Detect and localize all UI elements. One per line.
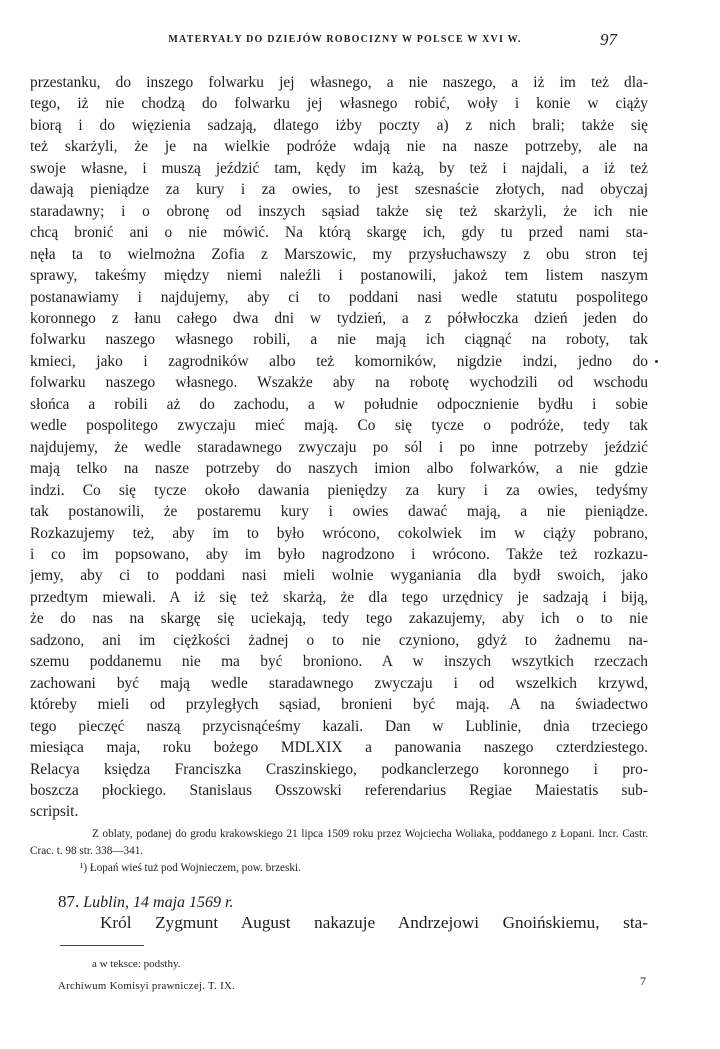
body-line: postanawiamy i najdujemy, aby ci to poddani nasi wedle statutu pospolitego [30,288,648,306]
body-line: koronnego z łanu całego dwa dni w tydzień, a z półwłoczka dzień jeden do [30,309,648,327]
page-number: 97 [600,30,617,49]
body-line: dawają pieniądze za kury i za owies, to jest szesnaście złotych, nad obyczaj [30,181,648,199]
body-line: boszcza płockiego. Stanislaus Osszowski referendarius Regiae Maiestatis sub- [30,781,648,799]
body-line: miesiąca maja, roku bożego MDLXIX a panowania naszego czterdziestego. [30,739,648,757]
footnote-1: ¹) Łopań wieś tuż pod Wojnieczem, pow. brzeski. [80,862,301,874]
footnote-rule [60,945,144,946]
body-line: chcą bronić ani o nie mówić. Na którą skargę ich, gdy tu przed nami sta- [30,224,648,242]
footnote-a: a w teksce: podsthy. [92,958,181,970]
document-heading [58,892,648,912]
signature-line: Archiwum Komisyi prawniczej. T. IX. [58,980,236,992]
body-line: Rozkazujemy też, aby im to było wrócono, cokolwiek im w ciąży pobrano, [30,524,648,542]
body-line: indzi. Co się tycze około dawania pieniędzy za kury i za owies, tedyśmy [30,481,648,499]
body-line: słońca a robili aż do zachodu, a w południe odpocznienie bydłu i sobie [30,395,648,413]
body-line: tak postanowili, że postaremu kury i owies dawać mają, a nie pieniądze. [30,503,648,521]
body-line: mają telko na nasze potrzeby do naszych imion albo folwarków, a nie gdzie [30,460,648,478]
body-text [30,72,648,823]
body-line: scripsit. [30,803,79,821]
document-place-date: Lublin, 14 maja 1569 r. [83,894,234,911]
document-summary: Król Zygmunt August nakazuje Andrzejowi Gnoińskiemu, sta- [100,913,648,932]
body-line: szemu poddanemu nie ma być broniono. A w inszych wszytkich rzeczach [30,653,648,671]
body-line: przestanku, do inszego folwarku jej własnego, a nie naszego, a iż im też dla- [30,74,648,91]
document-number: 87. [58,892,80,911]
body-line: zachowani być mają wedle staradawnego zwyczaju i od wszelkich krzywd, [30,674,648,692]
body-line: folwarku naszego własnego robili, a nie mają ich ciągnąć na roboty, tak [30,331,648,349]
body-line: że do nas na skargę się uciekają, tedy tego zakazujemy, aby ich o to nie [30,610,648,628]
body-line: kmieci, jako i zagrodników albo też komorników, nigdzie indzi, jedno do [30,352,648,370]
body-line: sprawy, takeśmy między niemi naleźli i postanowili, jakoż tem listem naszym [30,267,648,285]
body-line: Relacya księdza Franciszka Craszinskiego, podkanclerzego koronnego i pro- [30,760,648,778]
body-line: swoje własne, i muszą jeździć tam, kędy im każą, by też i najdali, a iż też [30,159,648,177]
body-line: wedle pospolitego zwyczaju mieć mają. Co się tycze o podróże, tedy tak [30,417,648,435]
body-line: tego pieczęć naszą przycisnąćeśmy kazali. Dan w Lublinie, dnia trzeciego [30,717,648,735]
source-note: Z oblaty, podanej do grodu krakowskiego 21 lipca 1509 roku przez Wojciecha Woliaka, poddanego z Łopani. Incr. Castr. Crac. t. 98 str. 338—341. [30,828,648,857]
body-line: któreby mieli od przyległych sąsiad, bronieni być mają. A na świadectwo [30,696,648,714]
running-title: MATERYAŁY DO DZIEJÓW ROBOCIZNY W POLSCE W XVI W. [168,34,522,45]
margin-dot [655,360,658,363]
body-line: też skarżyli, że je na wielkie podróże wdają nie na nasze potrzeby, ale na [30,138,648,156]
body-line: tego, iż nie chodzą do folwarku jej własnego robić, woły i konie w ciąży [30,95,648,113]
body-line: i co im popsowano, aby im było nagrodzono i wrócono. Także też rozkazu- [30,545,648,563]
body-line: przedtym miewali. A iż się też skarżą, że dla tego urzędnicy je sadzają i biją, [30,588,648,606]
body-line: folwarku naszego własnego. Wszakże aby na robotę wychodzili od wschodu [30,374,648,392]
body-line: najdujemy, że wedle staradawnego zwyczaju po sól i po inne potrzeby jeździć [30,438,648,456]
body-line: jemy, aby ci to poddani nasi mieli wolnie wyganiania dla bydł swoich, jako [30,567,648,585]
sheet-mark: 7 [640,974,646,988]
body-line: staradawny; i o obronę od inszych sąsiad także się też skarżyli, że ich nie [30,202,648,220]
body-line: nęła ta to wielmożna Zofia z Marszowic, my przysłuchawszy z obu stron tej [30,245,648,263]
body-line: biorą i do więzienia sadzają, dlatego iżby poczty a) z nich brali; także się [30,116,648,134]
body-line: sadzono, ani im ciężkości żadnej o to nie czyniono, gdyż to żadnemu na- [30,631,648,649]
